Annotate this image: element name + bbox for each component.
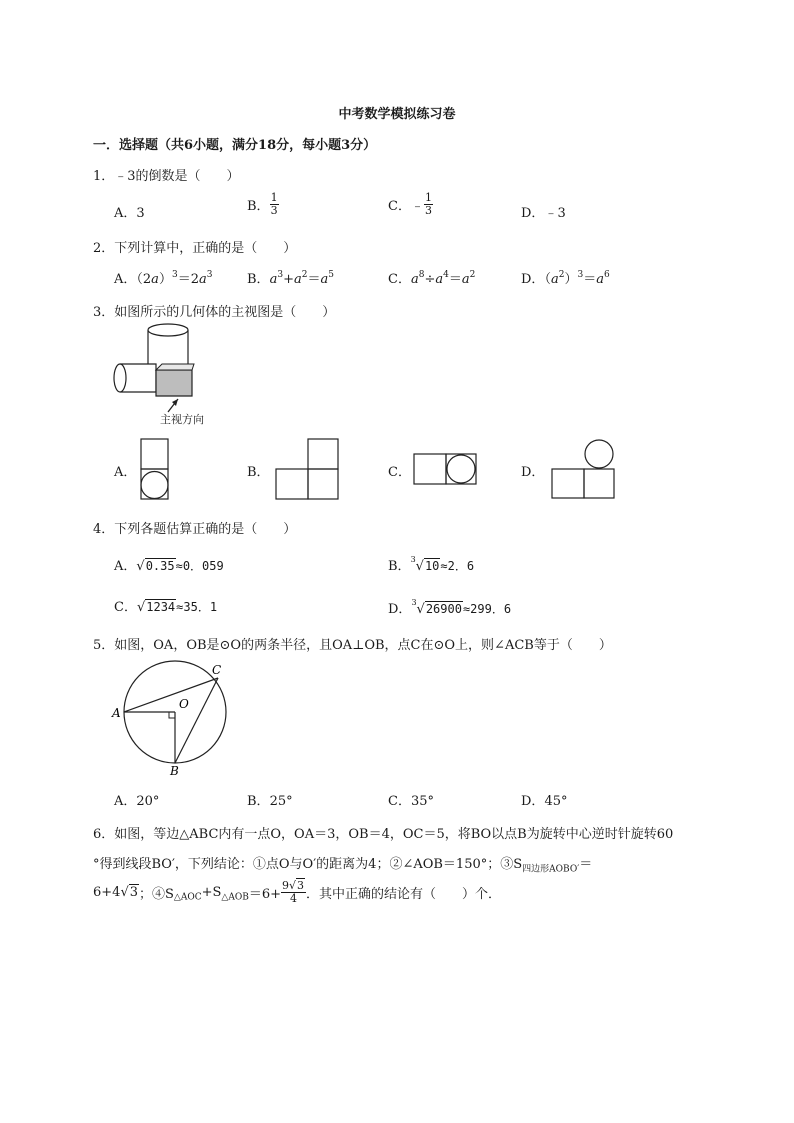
q1-option-c-label: C． [388, 199, 411, 214]
q2-option-a-label: A． [114, 272, 137, 287]
point-a-label: A [112, 706, 121, 720]
q5-option-b[interactable] [247, 790, 293, 809]
q3-option-b-figure [275, 438, 340, 502]
q2-option-a-expression: $(2a)^3=2a^3$ [136, 270, 213, 287]
q3-option-a-label[interactable]: A． [114, 465, 137, 480]
point-b-label: B [170, 764, 179, 778]
q4-option-d-radicand: 26900 [425, 602, 462, 616]
q4-option-a-label: A． [114, 559, 137, 574]
q6-line-3-start: 6+4 [93, 885, 121, 900]
question-6-line-2 [93, 853, 593, 875]
q2-option-c[interactable] [388, 268, 475, 287]
q5-option-c-label: C． [388, 794, 411, 809]
q1-option-b-label: B． [247, 199, 270, 214]
question-2-stem: 2．下列计算中，正确的是（ ） [93, 241, 297, 256]
q4-option-b-result: ≈2．6 [440, 559, 475, 573]
point-o-label: O [179, 697, 189, 711]
q5-option-c[interactable] [388, 790, 434, 809]
q4-option-d-root-index: 3 [411, 598, 417, 607]
q3-option-c-label[interactable]: C． [388, 465, 411, 480]
q3-option-b-label[interactable]: B． [247, 465, 270, 480]
q6-line-2-subscript: 四边形AOBO′ [522, 864, 580, 875]
q3-option-d-label[interactable]: D． [521, 465, 545, 480]
q6-line-3-radicand: 3 [129, 885, 139, 900]
q4-option-c-radicand: 1234 [146, 600, 176, 614]
point-c-label: C [212, 663, 222, 677]
q4-option-b-radicand: 10 [424, 559, 440, 573]
q2-option-d[interactable] [521, 268, 610, 287]
q6-line-2-text: °得到线段BO′，下列结论：①点O与O′的距离为4；②∠AOB＝150°；③S [93, 857, 523, 872]
q4-option-a-radicand: 0.35 [145, 559, 175, 573]
q1-option-c-fraction [424, 192, 433, 217]
q4-option-c-result: ≈35．1 [176, 600, 218, 614]
q6-line-3-subscript-2: △AOB [221, 892, 249, 903]
q1-option-c[interactable] [388, 192, 433, 217]
q6-line-3-equals: ＝6+ [248, 887, 282, 902]
q1-option-d-value: ﹣3 [544, 206, 566, 221]
q4-option-b[interactable]: B．$^3$√10≈2．6 [388, 555, 475, 574]
fraction-denominator: 3 [424, 204, 432, 217]
q2-option-c-expression: $a^8\div a^4=a^2$ [410, 270, 476, 287]
q4-option-c[interactable]: C．√1234≈35．1 [114, 600, 218, 615]
q4-option-b-label: B． [388, 559, 411, 574]
q4-option-c-label: C． [114, 600, 137, 615]
q6-line-3-plus: +S [201, 885, 222, 900]
q5-option-a-value: 20° [136, 794, 160, 809]
q4-option-d[interactable]: D．$^3$√26900≈299．6 [388, 598, 512, 617]
q5-option-d-value: 45° [544, 794, 568, 809]
q5-circle-figure [110, 660, 240, 780]
q5-option-a-label: A． [114, 794, 137, 809]
q6-fraction-radicand: 3 [297, 879, 305, 892]
q3-direction-label: 主视方向 [160, 413, 204, 426]
q6-line-2-end: ＝ [579, 857, 593, 872]
q4-option-a[interactable]: A．√0.35≈0．059 [114, 559, 224, 574]
fraction-denominator: 3 [270, 204, 278, 217]
q2-option-b[interactable] [247, 268, 334, 287]
fraction-numerator: 1 [270, 191, 278, 204]
q1-option-a-label: A． [114, 206, 137, 221]
q2-option-d-expression: $(a^2)^3=a^6$ [544, 270, 610, 287]
question-1-stem: 1．﹣3的倒数是（ ） [93, 169, 240, 184]
q6-line-3-end: ．其中正确的结论有（ ）个． [306, 887, 502, 902]
q6-fraction: $\frac{9√3}{4}$ [282, 879, 305, 905]
question-4-stem: 4．下列各题估算正确的是（ ） [93, 522, 297, 537]
q4-option-b-root-index: 3 [410, 555, 416, 564]
question-6-line-1: 6．如图，等边△ABC内有一点O，OA＝3，OB＝4，OC＝5，将BO以点B为旋转中心逆时针旋转60 [93, 827, 674, 842]
q4-option-a-result: ≈0．059 [175, 559, 224, 573]
q1-option-c-sign: ﹣ [410, 199, 424, 214]
q3-option-a-figure [140, 438, 170, 502]
q3-option-c-figure [413, 453, 478, 487]
question-5-stem: 5．如图，OA，OB是⊙O的两条半径，且OA⊥OB，点C在⊙O上，则∠ACB等于（ ） [93, 638, 612, 653]
q2-option-c-label: C． [388, 272, 411, 287]
q1-option-d-label: D． [521, 206, 545, 221]
q4-option-d-result: ≈299．6 [462, 602, 512, 616]
q1-option-a[interactable] [114, 202, 145, 221]
fraction-numerator: 1 [424, 191, 432, 204]
q1-option-d[interactable] [521, 202, 566, 221]
q1-option-b[interactable] [247, 192, 279, 217]
q1-option-a-value: 3 [136, 206, 145, 221]
q2-option-d-label: D． [521, 272, 545, 287]
section-heading: 一．选择题（共6小题，满分18分，每小题3分） [93, 138, 377, 153]
q1-option-b-fraction [270, 192, 279, 217]
question-3-stem: 3．如图所示的几何体的主视图是（ ） [93, 305, 336, 320]
question-6-line-3: 6+4√3；$④S_{\triangle AOC}+S_{\triangle AOB}=6+$ $\frac{9√3}{4}$ ．其中正确的结论有（ ）个． [93, 879, 502, 905]
right-angle-mark [169, 712, 175, 718]
q5-option-d[interactable] [521, 790, 567, 809]
q3-option-d-figure [551, 438, 617, 502]
q5-option-c-value: 35° [410, 794, 434, 809]
q6-fraction-denominator: 4 [290, 892, 298, 905]
q2-option-b-label: B． [247, 272, 270, 287]
page-title: 中考数学模拟练习卷 [338, 107, 456, 122]
q5-option-b-label: B． [247, 794, 270, 809]
q2-option-a[interactable] [114, 268, 212, 287]
q6-fraction-coefficient: 9 [282, 879, 290, 892]
q6-line-3-mid: ；④S [139, 887, 174, 902]
q6-line-3-subscript-1: △AOC [173, 892, 202, 903]
q5-option-b-value: 25° [269, 794, 293, 809]
q4-option-d-label: D． [388, 602, 412, 617]
q5-option-a[interactable] [114, 790, 159, 809]
q5-option-d-label: D． [521, 794, 545, 809]
q2-option-b-expression: $a^3+a^2=a^5$ [269, 270, 334, 287]
